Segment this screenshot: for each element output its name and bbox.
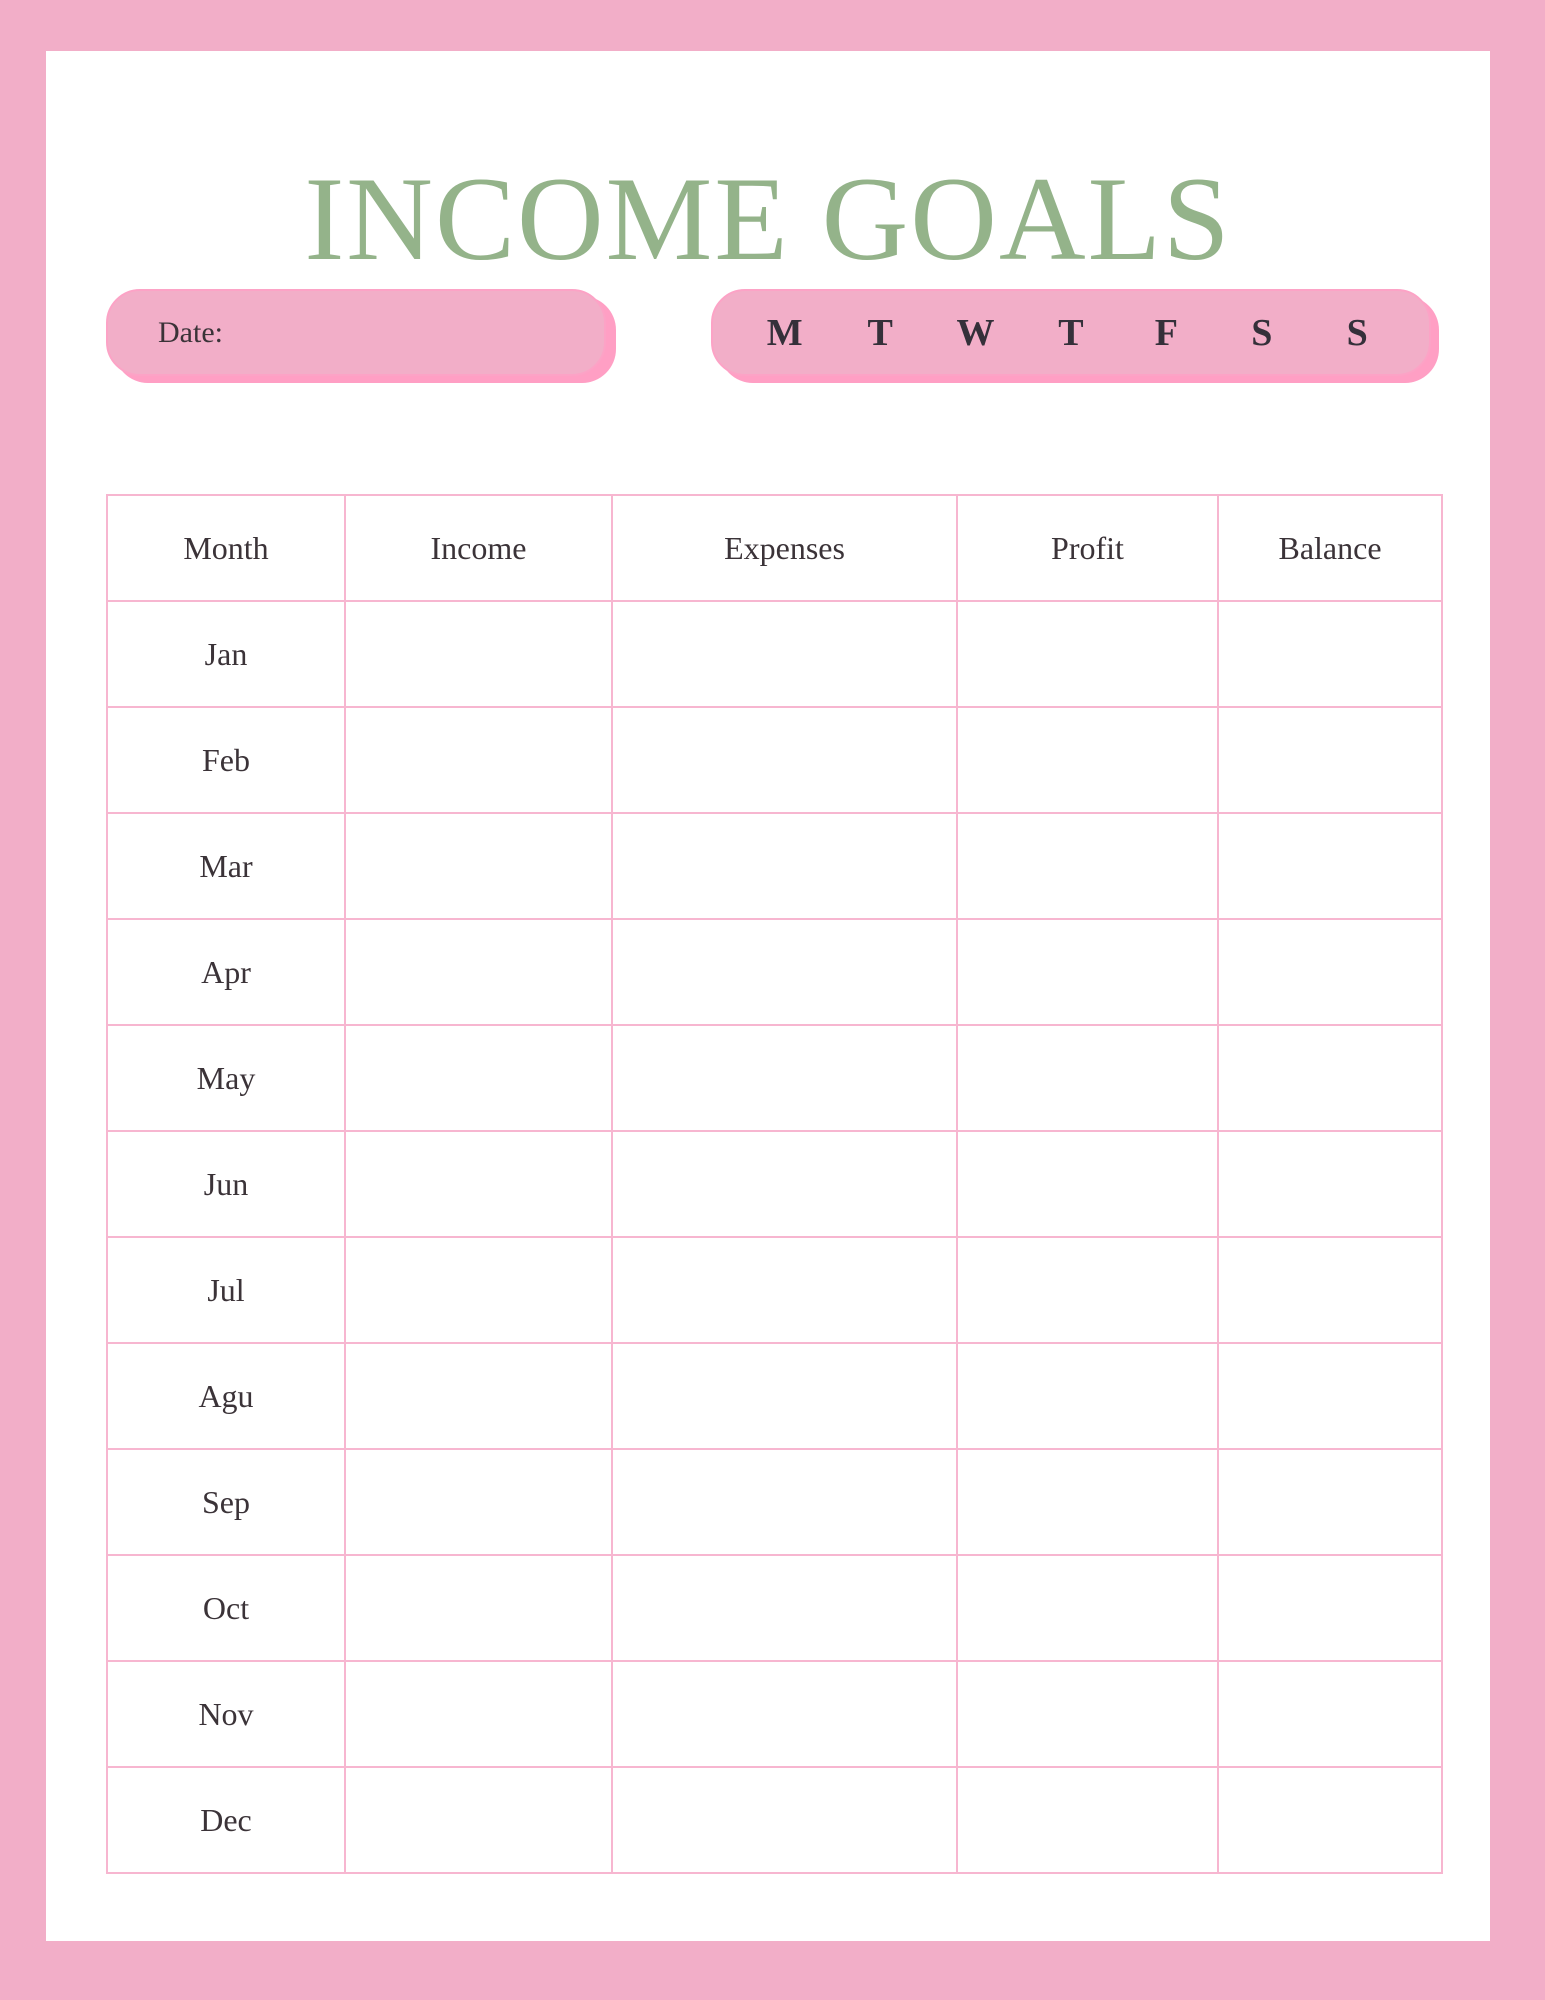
table-row (107, 1449, 1442, 1555)
table-row (107, 601, 1442, 707)
income-goals-table (106, 494, 1443, 1874)
profit-cell[interactable] (957, 1025, 1218, 1131)
income-cell[interactable] (345, 1131, 612, 1237)
table-row (107, 1767, 1442, 1873)
expenses-cell[interactable] (612, 1555, 957, 1661)
month-cell: Jun (107, 1131, 345, 1237)
table-row (107, 1131, 1442, 1237)
expenses-cell[interactable] (612, 1237, 957, 1343)
weekday-thursday[interactable]: T (1058, 311, 1084, 354)
table-row (107, 919, 1442, 1025)
profit-cell[interactable] (957, 1767, 1218, 1873)
table-row (107, 1237, 1442, 1343)
date-label: Date: (158, 315, 223, 349)
expenses-cell[interactable] (612, 1131, 957, 1237)
month-cell: Nov (107, 1661, 345, 1767)
expenses-cell[interactable] (612, 1025, 957, 1131)
income-cell[interactable] (345, 1025, 612, 1131)
balance-cell[interactable] (1218, 601, 1442, 707)
profit-cell[interactable] (957, 919, 1218, 1025)
weekday-tuesday[interactable]: T (867, 311, 893, 354)
income-cell[interactable] (345, 1237, 612, 1343)
expenses-cell[interactable] (612, 1661, 957, 1767)
profit-cell[interactable] (957, 1343, 1218, 1449)
income-cell[interactable] (345, 1767, 612, 1873)
balance-cell[interactable] (1218, 1555, 1442, 1661)
balance-cell[interactable] (1218, 1025, 1442, 1131)
balance-cell[interactable] (1218, 1767, 1442, 1873)
table-row (107, 1343, 1442, 1449)
profit-cell[interactable] (957, 1661, 1218, 1767)
planner-page (46, 51, 1490, 1941)
weekday-saturday[interactable]: S (1251, 311, 1273, 354)
month-cell: May (107, 1025, 345, 1131)
balance-cell[interactable] (1218, 813, 1442, 919)
header-month: Month (107, 495, 345, 601)
income-cell[interactable] (345, 1449, 612, 1555)
income-cell[interactable] (345, 1343, 612, 1449)
header-expenses: Expenses (612, 495, 957, 601)
income-cell[interactable] (345, 1555, 612, 1661)
header-profit: Profit (957, 495, 1218, 601)
table-row (107, 1661, 1442, 1767)
table-row (107, 707, 1442, 813)
profit-cell[interactable] (957, 813, 1218, 919)
table-row (107, 813, 1442, 919)
balance-cell[interactable] (1218, 1661, 1442, 1767)
balance-cell[interactable] (1218, 919, 1442, 1025)
month-cell: Mar (107, 813, 345, 919)
weekday-monday[interactable]: M (766, 311, 803, 354)
month-cell: Jul (107, 1237, 345, 1343)
income-cell[interactable] (345, 601, 612, 707)
balance-cell[interactable] (1218, 1131, 1442, 1237)
page-title: INCOME GOALS (304, 152, 1232, 285)
balance-cell[interactable] (1218, 1343, 1442, 1449)
expenses-cell[interactable] (612, 919, 957, 1025)
weekday-selector (711, 289, 1431, 376)
header-income: Income (345, 495, 612, 601)
table-header-row (107, 495, 1442, 601)
income-cell[interactable] (345, 813, 612, 919)
profit-cell[interactable] (957, 601, 1218, 707)
income-cell[interactable] (345, 1661, 612, 1767)
table-row (107, 1555, 1442, 1661)
expenses-cell[interactable] (612, 813, 957, 919)
balance-cell[interactable] (1218, 1237, 1442, 1343)
balance-cell[interactable] (1218, 707, 1442, 813)
table-row (107, 1025, 1442, 1131)
weekday-wednesday[interactable]: W (956, 311, 995, 354)
month-cell: Oct (107, 1555, 345, 1661)
expenses-cell[interactable] (612, 1767, 957, 1873)
expenses-cell[interactable] (612, 601, 957, 707)
month-cell: Dec (107, 1767, 345, 1873)
weekday-friday[interactable]: F (1154, 311, 1178, 354)
expenses-cell[interactable] (612, 1449, 957, 1555)
month-cell: Sep (107, 1449, 345, 1555)
expenses-cell[interactable] (612, 1343, 957, 1449)
date-field[interactable] (106, 289, 606, 376)
month-cell: Apr (107, 919, 345, 1025)
profit-cell[interactable] (957, 1449, 1218, 1555)
profit-cell[interactable] (957, 1555, 1218, 1661)
month-cell: Jan (107, 601, 345, 707)
weekday-sunday[interactable]: S (1346, 311, 1368, 354)
profit-cell[interactable] (957, 707, 1218, 813)
balance-cell[interactable] (1218, 1449, 1442, 1555)
income-cell[interactable] (345, 707, 612, 813)
income-cell[interactable] (345, 919, 612, 1025)
profit-cell[interactable] (957, 1237, 1218, 1343)
profit-cell[interactable] (957, 1131, 1218, 1237)
month-cell: Feb (107, 707, 345, 813)
expenses-cell[interactable] (612, 707, 957, 813)
header-balance: Balance (1218, 495, 1442, 601)
month-cell: Agu (107, 1343, 345, 1449)
